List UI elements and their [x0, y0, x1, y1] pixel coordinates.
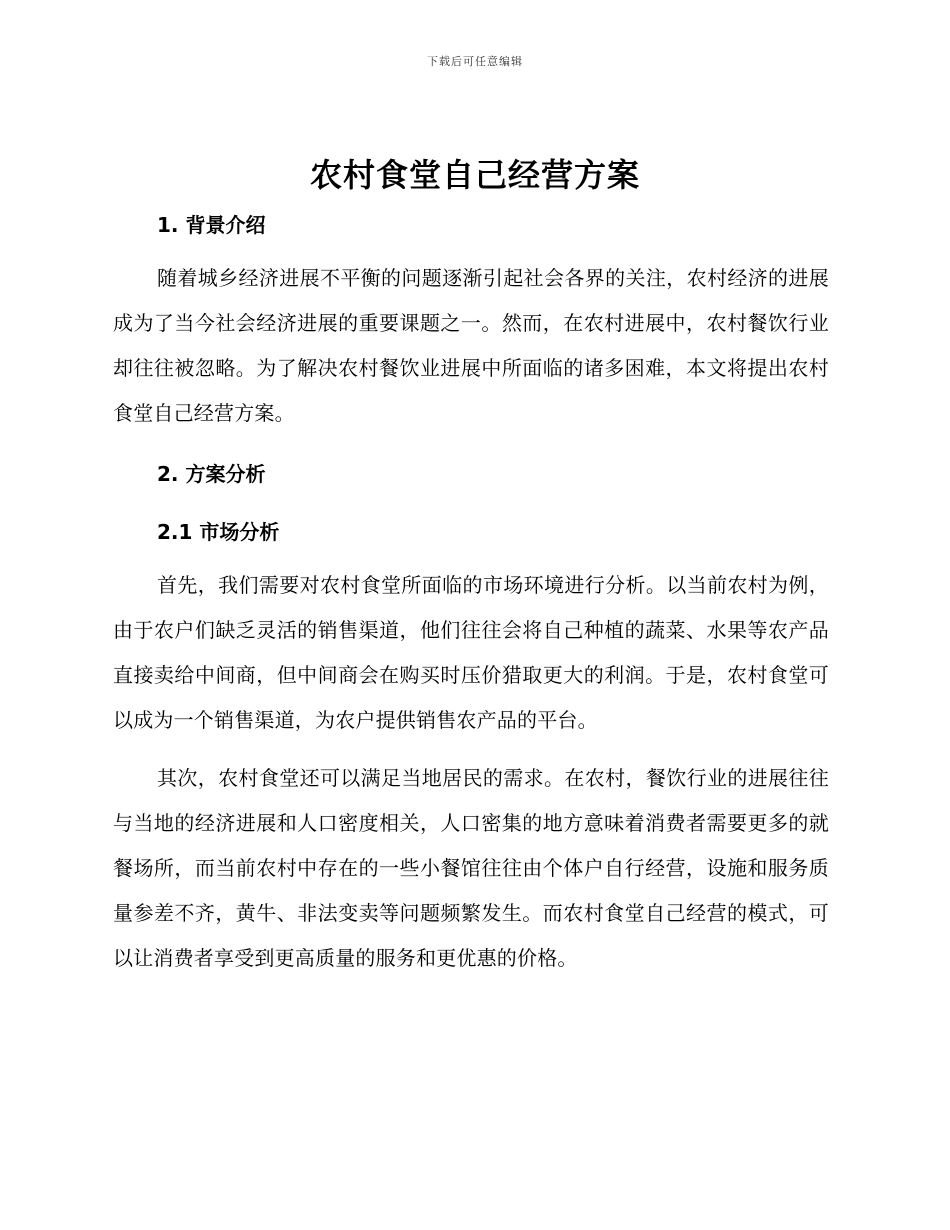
header-note: 下载后可任意编辑 [427, 55, 523, 68]
paragraph-market-analysis-2: 其次，农村食堂还可以满足当地居民的需求。在农村，餐饮行业的进展往往与当地的经济进展和人口密度相关，人口密集的地方意味着消费者需要更多的就餐场所，而当前农村中存在的一些小餐馆往往由个体户自行经营，设施和服务质量参差不齐，黄牛、非法变卖等问题频繁发生。而农村食堂自己经营的模式，可以让消费者享受到更高质量的服务和更优惠的价格。 [113, 766, 829, 970]
section-heading-background: 1. 背景介绍 [157, 213, 266, 237]
paragraph-background: 随着城乡经济进展不平衡的问题逐渐引起社会各界的关注，农村经济的进展成为了当今社会经济进展的重要课题之一。然而，在农村进展中，农村餐饮行业却往往被忽略。为了解决农村餐饮业进展中所面临的诸多困难，本文将提出农村食堂自己经营方案。 [113, 266, 829, 425]
paragraph-market-analysis-1: 首先，我们需要对农村食堂所面临的市场环境进行分析。以当前农村为例，由于农户们缺乏灵活的销售渠道，他们往往会将自己种植的蔬菜、水果等农产品直接卖给中间商，但中间商会在购买时压价猎取更大的利润。于是，农村食堂可以成为一个销售渠道，为农户提供销售农产品的平台。 [113, 573, 829, 732]
section-heading-market-analysis: 2.1 市场分析 [157, 520, 280, 544]
section-heading-plan-analysis: 2. 方案分析 [157, 462, 266, 486]
document-title: 农村食堂自己经营方案 [309, 156, 640, 194]
